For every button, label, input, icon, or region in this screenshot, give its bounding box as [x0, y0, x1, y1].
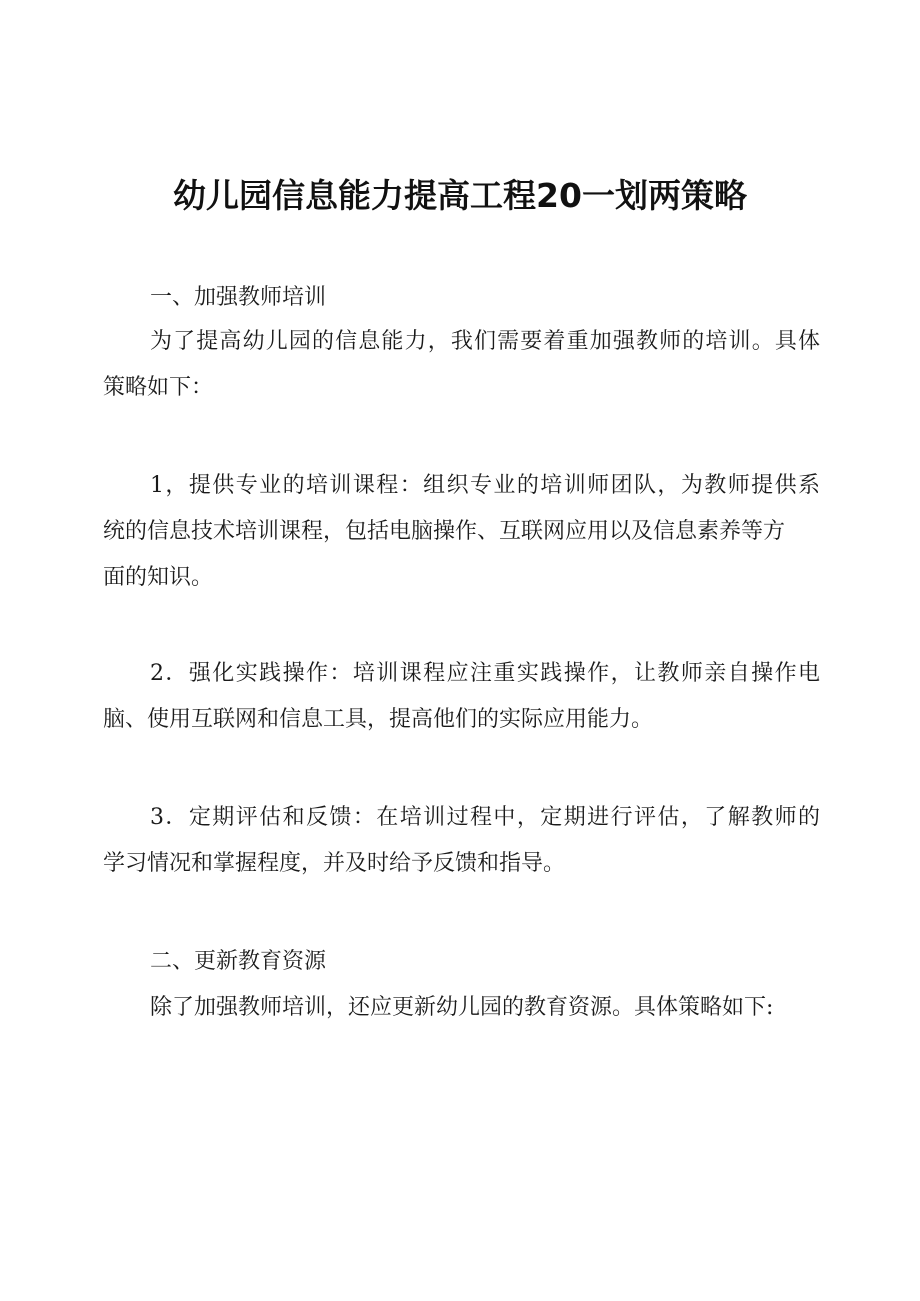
document-title: 幼儿园信息能力提高工程20一划两策略	[173, 176, 747, 215]
list-item-1-line: 1，提供专业的培训课程：组织专业的培训师团队，为教师提供系	[150, 473, 820, 498]
list-item-3-line: 学习情况和掌握程度，并及时给予反馈和指导。	[103, 851, 566, 876]
list-item-1-line: 面的知识。	[103, 565, 214, 590]
section-heading-1: 一、加强教师培训	[150, 285, 327, 310]
list-item-1-line: 统的信息技术培训课程，包括电脑操作、互联网应用以及信息素养等方	[103, 519, 786, 544]
paragraph-line: 除了加强教师培训，还应更新幼儿园的教育资源。具体策略如下:	[150, 995, 774, 1020]
list-item-2-line: 脑、使用互联网和信息工具，提高他们的实际应用能力。	[103, 707, 654, 732]
list-item-3-line: 3．定期评估和反馈：在培训过程中，定期进行评估，了解教师的	[150, 805, 820, 830]
list-item-2-line: 2．强化实践操作：培训课程应注重实践操作，让教师亲自操作电	[150, 661, 820, 686]
section-heading-2: 二、更新教育资源	[150, 949, 327, 974]
paragraph-line: 为了提高幼儿园的信息能力，我们需要着重加强教师的培训。具体	[150, 329, 820, 354]
paragraph-line: 策略如下：	[103, 375, 214, 400]
